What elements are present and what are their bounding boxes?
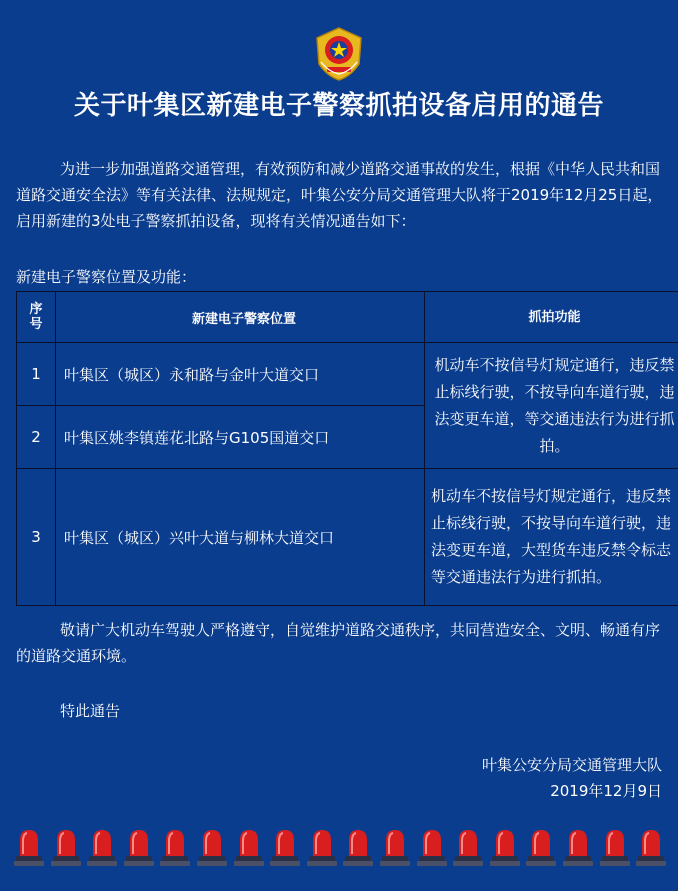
police-siren-icon — [600, 826, 630, 868]
header-serial-no-text: 序号 — [29, 302, 43, 332]
police-siren-icon — [14, 826, 44, 868]
camera-location-table — [16, 291, 678, 606]
police-siren-icon — [51, 826, 81, 868]
police-siren-icon — [87, 826, 117, 868]
header-function: 抓拍功能 — [425, 292, 678, 343]
police-siren-icon — [490, 826, 520, 868]
row-location: 叶集区（城区）永和路与金叶大道交口 — [56, 343, 425, 406]
row-serial-no: 1 — [17, 343, 56, 406]
section-label: 新建电子警察位置及功能： — [16, 268, 197, 286]
police-siren-icon — [526, 826, 556, 868]
police-siren-icon — [563, 826, 593, 868]
table-row — [17, 343, 678, 406]
police-siren-icon — [234, 826, 264, 868]
issue-date: 2019年12月9日 — [550, 782, 662, 800]
row-serial-no: 2 — [17, 406, 56, 469]
row-function: 机动车不按信号灯规定通行，违反禁止标线行驶，不按导向车道行驶，违法变更车道，大型货车违反禁令标志等交通违法行为进行抓拍。 — [425, 469, 678, 606]
row-serial-no: 3 — [17, 469, 56, 606]
row-function: 机动车不按信号灯规定通行，违反禁止标线行驶，不按导向车道行驶，违法变更车道，等交通违法行为进行抓拍。 — [425, 343, 678, 469]
header-serial-no — [17, 292, 56, 343]
table-row — [17, 469, 678, 606]
row-location: 叶集区（城区）兴叶大道与柳林大道交口 — [56, 469, 425, 606]
intro-paragraph: 为进一步加强道路交通管理，有效预防和减少道路交通事故的发生，根据《中华人民共和国道路交通安全法》等有关法律、法规规定，叶集公安分局交通管理大队将于2019年12月25日起，启用新建的3处电子警察抓拍设备，现将有关情况通告如下： — [16, 160, 663, 230]
police-siren-icon — [417, 826, 447, 868]
police-siren-icon — [270, 826, 300, 868]
police-siren-icon — [636, 826, 666, 868]
police-emblem-icon — [311, 26, 367, 82]
table-header-row — [17, 292, 678, 343]
police-siren-icon — [453, 826, 483, 868]
header-location: 新建电子警察位置 — [56, 292, 425, 343]
police-siren-icon — [160, 826, 190, 868]
row-location: 叶集区姚李镇莲花北路与G105国道交口 — [56, 406, 425, 469]
notice-title: 关于叶集区新建电子警察抓拍设备启用的通告 — [73, 91, 604, 121]
closing-text: 特此通告 — [60, 702, 121, 720]
police-siren-icon — [343, 826, 373, 868]
police-siren-icon — [380, 826, 410, 868]
police-siren-icon — [197, 826, 227, 868]
siren-strip — [14, 826, 664, 870]
police-siren-icon — [307, 826, 337, 868]
appeal-paragraph: 敬请广大机动车驾驶人严格遵守，自觉维护道路交通秩序，共同营造安全、文明、畅通有序的道路交通环境。 — [16, 621, 661, 665]
police-siren-icon — [124, 826, 154, 868]
signature: 叶集公安分局交通管理大队 — [481, 756, 662, 774]
